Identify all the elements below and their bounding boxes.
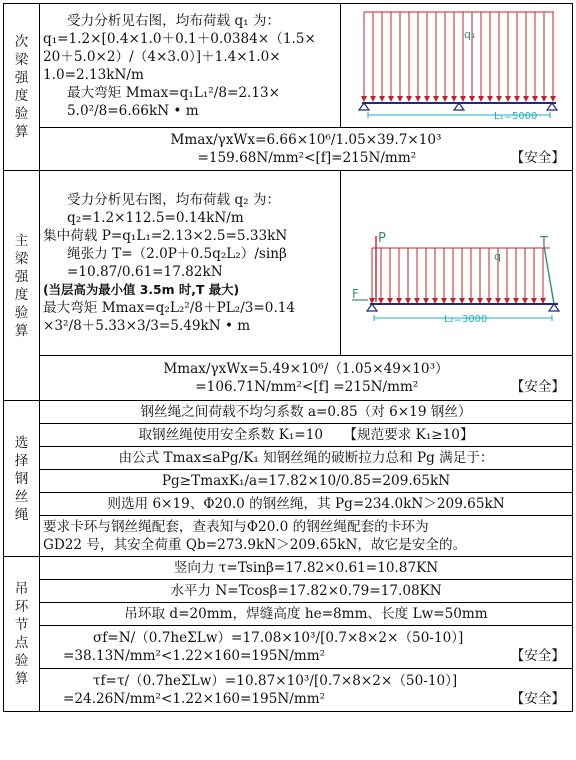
sec1-title-char: 度: [14, 88, 29, 104]
sec4-title-char: 算: [14, 671, 29, 687]
sec4-sigma-check: [40, 626, 573, 669]
sec4-sigma-result: =38.13N/mm²<1.22×160=195N/mm²: [63, 648, 326, 664]
sec2-line: ×3²/8＋5.33×3/3=5.49kN • m: [43, 318, 251, 334]
sec2-title-char: 主: [14, 232, 29, 249]
sec3-line-shackle: [40, 516, 573, 557]
sec2-line: 最大弯矩 Mmax=q₂L₂²/8＋PL₂/3=0.14: [43, 300, 296, 316]
sec3-title: [4, 401, 40, 557]
sec1-check-result: =159.68N/mm²<[f]=215N/mm²: [197, 150, 417, 166]
point-load-label: P: [378, 230, 386, 246]
reaction-label: F: [352, 286, 359, 301]
sec1-check-row: [4, 128, 573, 171]
sec1-line: 最大弯矩 Mmax=q₁L₁²/8=2.13×: [67, 84, 281, 101]
sec1-main-row: [4, 4, 573, 128]
sec2-line: 受力分析见右图，均布荷载 q₂ 为：: [67, 192, 281, 208]
sec3-row: [4, 447, 573, 470]
sec4-title-char: 验: [14, 653, 29, 669]
sec1-title-char: 强: [14, 70, 29, 86]
sec4-row: [4, 669, 573, 712]
sec1-line: 1.0=2.13kN/m: [43, 66, 144, 83]
sec2-title-char: 度: [14, 286, 29, 303]
sec1-title-char: 验: [14, 106, 29, 122]
sec3-row: [4, 516, 573, 557]
sec4-title-char: 吊: [14, 581, 29, 597]
sec4-title: [4, 557, 40, 712]
sec4-sigma-safe-label: 【安全】: [510, 648, 565, 664]
secondary-beam-load-diagram: [344, 4, 570, 122]
sec2-line: 绳张力 T=（2.0P＋0.5q₂L₂）/sinβ: [67, 246, 287, 262]
sec2-title-char: 验: [14, 304, 29, 321]
sec4-horizontal-force: 水平力 N=Tcosβ=17.82×0.79=17.08KN: [40, 580, 573, 603]
sec2-check-result: =106.71N/mm²<[f] =215N/mm²: [195, 379, 419, 395]
sec2-text: [40, 171, 341, 356]
sec4-row: [4, 603, 573, 626]
sec3-row: [4, 470, 573, 493]
sec1-figure: [341, 4, 573, 128]
sec1-safe-label: 【安全】: [510, 150, 565, 166]
sec1-title-char: 梁: [14, 52, 29, 68]
sec1-line: q₁=1.2×[0.4×1.0＋0.1＋0.0384×（1.5×: [43, 30, 316, 47]
span-label-l2: L₂=3000: [444, 313, 488, 325]
calculation-table: [3, 3, 573, 712]
sec4-vertical-force: 竖向力 τ=Tsinβ=17.82×0.61=10.87KN: [40, 557, 573, 580]
tension-label: T: [540, 234, 548, 250]
sec3-line-pg: Pg≥TmaxK₁/a=17.82×10/0.85=209.65kN: [40, 470, 573, 493]
sec2-title-char: 算: [14, 322, 29, 339]
sec2-title-char: 强: [14, 268, 29, 285]
sec2-title-char: 梁: [14, 250, 29, 267]
sec1-line: 5.0²/8=6.66kN • m: [67, 102, 199, 119]
sec4-tau-safe-label: 【安全】: [510, 691, 565, 707]
sec3-row: [4, 493, 573, 516]
sec2-main-row: [4, 171, 573, 356]
arrow-heads: [361, 96, 556, 102]
sec4-title-char: 环: [14, 599, 29, 615]
distributed-load-arrows-q2: [372, 248, 550, 302]
rope-tension-line: [544, 246, 554, 304]
sec3-row: [4, 424, 573, 447]
load-label-q: q: [494, 249, 501, 263]
sec1-check-line: Mmax/γxWx=6.66×10⁶/1.05×39.7×10³: [170, 132, 442, 148]
sec4-tau-check: [40, 669, 573, 712]
sec4-title-char: 节: [14, 617, 29, 633]
sec4-row: [4, 557, 573, 580]
sec3-title-char: 钢: [14, 470, 29, 487]
sec3-line-safety-factor: 取钢丝绳使用安全系数 K₁=10 【规范要求 K₁≥10】: [40, 424, 573, 447]
sec4-title-char: 点: [14, 635, 29, 651]
sec3-shackle-line: 要求卡环与钢丝绳配套，查表知与Φ20.0 的钢丝绳配套的卡环为: [43, 519, 429, 535]
main-beam-load-diagram: [344, 196, 570, 326]
sec2-check: [40, 356, 573, 401]
sec4-sigma-line: σf=N/（0.7heΣLw）=17.08×10³/[0.7×8×2×（50-10）]: [93, 630, 464, 646]
support-symbols: [367, 304, 559, 311]
sec1-text: [40, 4, 341, 128]
sec1-line: 受力分析见右图，均布荷载 q₁ 为：: [67, 12, 281, 29]
span-label-l1: L₁=5000: [494, 111, 538, 122]
sec2-figure: [341, 171, 573, 356]
sec2-safe-label: 【安全】: [510, 379, 565, 395]
sec3-title-char: 择: [14, 452, 29, 469]
sec3-row: [4, 401, 573, 424]
sec3-line-selection: 则选用 6×19、Φ20.0 的钢丝绳，其 Pg=234.0kN＞209.65kN: [40, 493, 573, 516]
sec3-shackle-line: GD22 号，其安全荷重 Qb=273.9kN＞209.65kN，故它是安全的。: [43, 537, 467, 553]
sec4-row: [4, 626, 573, 669]
sec4-tau-line: τf=τ/（0.7heΣLw）=10.87×10³/[0.7×8×2×（50-10）]: [93, 673, 458, 689]
sec4-weld-params: 吊环取 d=20mm，焊缝高度 he=8mm、长度 Lw=50mm: [40, 603, 573, 626]
sec3-line-formula: 由公式 Tmax≤aPg/K₁ 知钢丝绳的破断拉力总和 Pg 满足于：: [40, 447, 573, 470]
sec2-check-row: [4, 356, 573, 401]
sec1-title-char: 算: [14, 124, 29, 140]
sec2-note: (当层高为最小值 3.5m 时,T 最大): [43, 282, 240, 297]
sec3-title-char: 绳: [14, 506, 29, 523]
sec3-title-char: 选: [14, 434, 29, 451]
sec4-tau-result: =24.26N/mm²<1.22×160=195N/mm²: [63, 691, 326, 707]
sec2-line: =10.87/0.61=17.82kN: [67, 264, 223, 280]
sec1-title: [4, 4, 40, 171]
sec2-check-line: Mmax/γxWx=5.49×10⁶/（1.05×49×10³）: [163, 361, 449, 377]
sec1-title-char: 次: [14, 34, 29, 50]
load-label-q1: q₁: [464, 28, 476, 41]
sec1-check: [40, 128, 573, 171]
sec1-line: 20＋5.0×2）/（4×3.0）]＋1.4×1.0×: [43, 48, 281, 65]
sec2-line: 集中荷载 P=q₁L₁=2.13×2.5=5.33kN: [43, 228, 288, 244]
sec4-row: [4, 580, 573, 603]
distributed-load-arrows: [364, 12, 554, 100]
sec2-title: [4, 171, 40, 401]
sec2-line: q₂=1.2×112.5=0.14kN/m: [67, 210, 244, 226]
sec3-line-coefficient: 钢丝绳之间荷载不均匀系数 a=0.85（对 6×19 钢丝）: [40, 401, 573, 424]
sec3-title-char: 丝: [14, 488, 29, 505]
support-symbols: [359, 103, 557, 110]
